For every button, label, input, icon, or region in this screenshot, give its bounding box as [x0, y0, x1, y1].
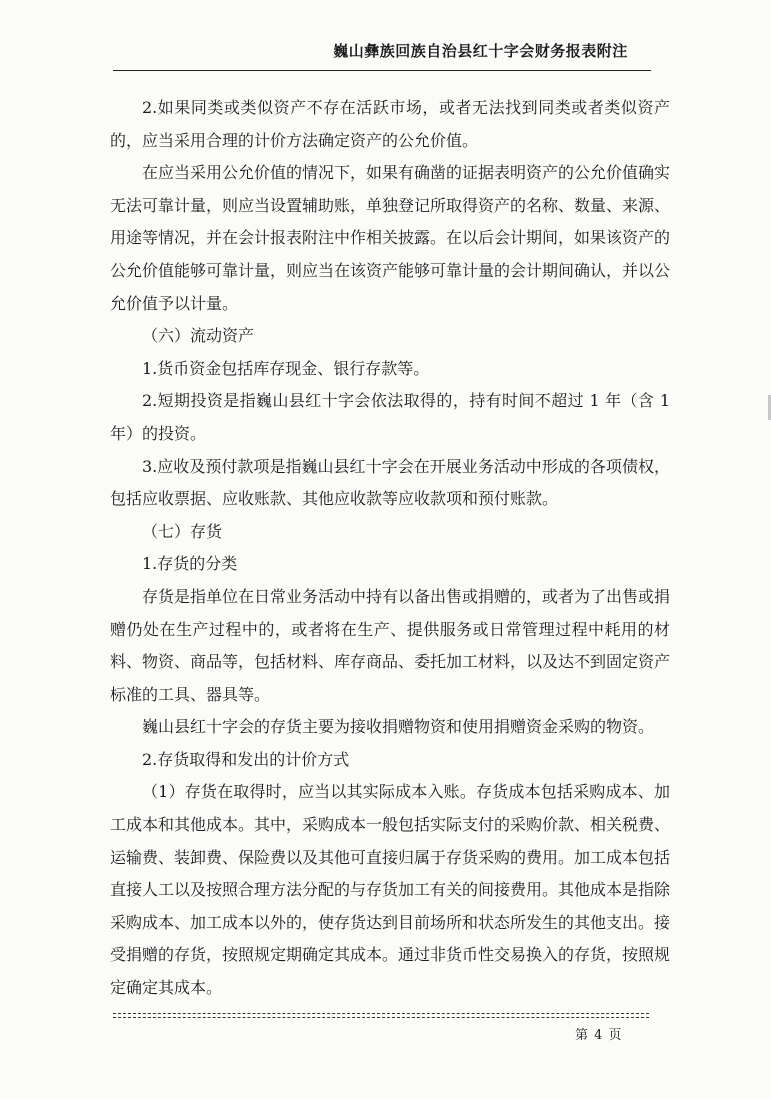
page-number: 第 4 页: [575, 1028, 623, 1043]
paragraph: 在应当采用公允价值的情况下，如果有确凿的证据表明资产的公允价值确实无法可靠计量，则应当设置辅助账，单独登记所取得资产的名称、数量、来源、用途等情况，并在会计报表附注中作相关披露。在以后会计期间，如果该资产的公允价值能够可靠计量，则应当在该资产能够可靠计量的会计期间确认，并以公允价值予以计量。: [110, 163, 671, 313]
footer-rule-secondary: [113, 1017, 649, 1018]
subsection-heading: 2.存货取得和发出的计价方式: [142, 749, 350, 769]
section-heading: （七）存货: [142, 521, 223, 541]
paragraph: 巍山县红十字会的存货主要为接收捐赠物资和使用捐赠资金采购的物资。: [142, 717, 655, 737]
header-rule: [113, 70, 651, 71]
paragraph: （1）存货在取得时，应当以其实际成本入账。存货成本包括采购成本、加工成本和其他成本。其中，采购成本一般包括实际支付的采购价款、相关税费、运输费、装卸费、保险费以及其他可直接归属于存货采购的费用。加工成本包括直接人工以及按照合理方法分配的与存货加工有关的间接费用。其他成本是指除采购成本、加工成本以外的，使存货达到目前场所和状态所发生的其他支出。接受捐赠的存货，按照规定期确定其成本。通过非货币性交易换入的存货，按照规定确定其成本。: [110, 782, 671, 998]
document-body: [110, 92, 670, 1005]
footer-rule: [113, 1013, 649, 1014]
subsection-heading: 1.存货的分类: [142, 554, 238, 574]
paragraph: 2.如果同类或类似资产不存在活跃市场，或者无法找到同类或者类似资产的，应当采用合理的计价方法确定资产的公允价值。: [110, 98, 670, 150]
paragraph: 2.短期投资是指巍山县红十字会依法取得的，持有时间不超过 1 年（含 1 年）的投资。: [110, 391, 670, 443]
paragraph: 存货是指单位在日常业务活动中持有以备出售或捐赠的，或者为了出售或捐赠仍处在生产过程中的，或者将在生产、提供服务或日常管理过程中耗用的材料、物资、商品等，包括材料、库存商品、委托加工材料，以及达不到固定资产标准的工具、器具等。: [110, 586, 671, 704]
section-heading: （六）流动资产: [142, 326, 255, 346]
page-header-title: 巍山彝族回族自治县红十字会财务报表附注: [333, 42, 628, 60]
paragraph: 1.货币资金包括库存现金、银行存款等。: [142, 358, 430, 378]
paragraph: 3.应收及预付款项是指巍山县红十字会在开展业务活动中形成的各项债权，包括应收票据、应收账款、其他应收款等应收款项和预付账款。: [110, 456, 670, 509]
